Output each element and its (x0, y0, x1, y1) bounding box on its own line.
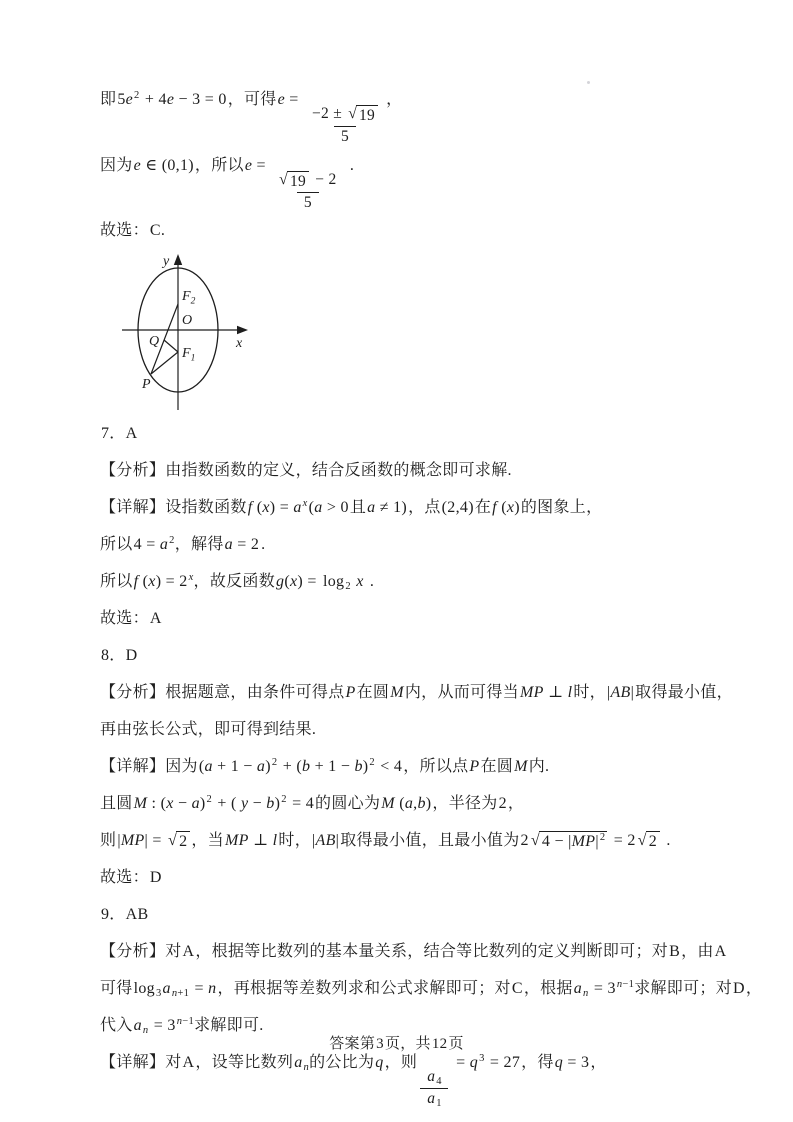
math-text: a ≠ 1) (367, 499, 408, 517)
sqrt-expression (531, 831, 608, 853)
math-text: 5 (303, 193, 312, 211)
cjk-text: 故选： (100, 222, 149, 240)
cjk-text: 求解即可；对 (634, 980, 732, 998)
cjk-text: ，根据 (523, 980, 573, 998)
roman-text: . (365, 573, 375, 591)
focus2-subscript: 2 (190, 296, 196, 307)
roman-text: 3 (376, 1036, 384, 1052)
math-text: |AB| (606, 684, 635, 702)
cjk-text: ，当 (191, 832, 224, 850)
focus1-subscript: 1 (190, 353, 196, 364)
roman-text: A (714, 943, 727, 961)
math-text: M (514, 758, 528, 776)
text-line (100, 533, 723, 557)
roman-text: B (669, 943, 681, 961)
math-text: 5e (117, 91, 134, 108)
fraction (274, 170, 341, 213)
subscript: 4 (436, 1076, 442, 1088)
page-footer (0, 1032, 793, 1072)
cjk-text: 故选： (100, 869, 149, 887)
superscript: n−1 (616, 979, 635, 991)
text-line (100, 977, 763, 1001)
cjk-text: 的图象上， (520, 499, 603, 517)
numerator (422, 1067, 446, 1088)
roman-text: 9．AB (101, 906, 149, 924)
sqrt-expression (279, 171, 309, 192)
roman-text: . (345, 156, 355, 174)
superscript: x (302, 498, 308, 510)
denominator (334, 126, 356, 146)
superscript: n−1 (176, 1016, 195, 1028)
math-text: f (x) (492, 499, 520, 517)
subscript: n+1 (171, 988, 190, 1000)
math-text: M (390, 684, 404, 702)
math-text: + (b + 1 − b) (278, 758, 369, 776)
math-text: x (356, 573, 364, 591)
cjk-text: 内. (528, 758, 550, 776)
cjk-text: ， (745, 980, 763, 998)
cjk-text: ，得 (521, 1054, 554, 1072)
math-text: a (133, 1017, 142, 1035)
cjk-text: 因为 (100, 156, 133, 174)
math-text: = 3 (149, 1017, 176, 1035)
numerator (307, 104, 383, 126)
cjk-text: 【分析】根据题意，由条件可得点 (100, 684, 345, 702)
cjk-text: 在圆 (480, 758, 514, 776)
math-text: (a > 0 (308, 499, 349, 517)
cjk-text: 的公比为 (309, 1054, 375, 1072)
math-text: 4 = a (133, 536, 169, 554)
roman-text: log (322, 573, 345, 591)
cjk-text: 取得最小值，且最小值为 (340, 832, 520, 850)
roman-text: log (133, 980, 155, 998)
text-line (100, 570, 723, 594)
subscript: 1 (436, 1097, 442, 1109)
cjk-text: 在圆 (356, 684, 390, 702)
text-line (100, 718, 723, 742)
radical-icon: √ (279, 170, 288, 188)
math-text: a (162, 980, 171, 998)
cjk-text: 页 (448, 1036, 464, 1052)
roman-text: C. (149, 222, 166, 240)
cjk-text: ，半径为 (432, 795, 498, 813)
math-text: = q (451, 1054, 479, 1072)
cjk-text: 的圆心为 (315, 795, 381, 813)
text-line (100, 866, 723, 890)
roman-text: C (511, 980, 523, 998)
roman-text: A (149, 610, 162, 628)
math-text: (2,4) (441, 499, 474, 517)
focus1-label (181, 346, 195, 364)
superscript: 2 (134, 90, 140, 101)
math-text: 2 (648, 833, 658, 851)
cjk-text: 页，共 (384, 1036, 431, 1052)
math-text: = 4 (287, 795, 315, 813)
solutions-7-8-9 (100, 422, 763, 1109)
superscript: 3 (479, 1053, 485, 1065)
denominator (297, 192, 319, 212)
subscript: 3 (155, 988, 162, 1000)
text-line (0, 1032, 793, 1056)
math-text: q (375, 1054, 384, 1072)
math-text: M (a,b) (381, 795, 432, 813)
math-text: 2 (520, 832, 529, 850)
sqrt-expression (348, 105, 378, 126)
cjk-text: 时， (573, 684, 606, 702)
focus2-letter: F (182, 289, 191, 305)
math-text: a = 2 (224, 536, 260, 554)
cjk-text: ， (386, 91, 403, 108)
y-axis-label: y (163, 254, 170, 270)
math-text: f (x) = 2 (133, 573, 188, 591)
text-line (100, 644, 723, 668)
cjk-text: ，设等比数列 (195, 1054, 294, 1072)
roman-text: 7．A (101, 425, 138, 443)
math-text: 2 (179, 833, 188, 851)
sqrt-expression (638, 831, 660, 853)
superscript: 2 (281, 794, 287, 806)
sqrt-expression (168, 831, 190, 853)
subscript: n (303, 1062, 310, 1074)
cjk-text: 答案第 (329, 1036, 376, 1052)
text-line (100, 459, 723, 483)
math-text: < 4 (375, 758, 403, 776)
scan-artifact-dot (587, 81, 590, 84)
radical-icon: √ (167, 832, 178, 850)
math-text: P (469, 758, 480, 776)
focus1-letter: F (182, 346, 191, 362)
math-text: + 4e − 3 = 0 (140, 91, 227, 108)
cjk-text: 且圆 (100, 795, 133, 813)
superscript: x (188, 572, 194, 584)
roman-text: A (182, 1054, 195, 1072)
line-q-to-f1 (164, 340, 178, 352)
text-line (100, 829, 723, 853)
cjk-text: 【详解】对 (100, 1054, 182, 1072)
text-line (100, 219, 723, 243)
roman-text: . (662, 832, 671, 850)
roman-text: 12 (431, 1036, 448, 1052)
math-text: MP ⊥ l (519, 684, 573, 702)
roman-text: D (733, 980, 745, 998)
subscript: n (142, 1025, 149, 1037)
subscript: n (583, 988, 589, 1000)
math-text: −2 ± (311, 105, 347, 122)
origin-label: O (182, 313, 193, 329)
cjk-text: ，所以点 (403, 758, 469, 776)
point-p-label: P (142, 377, 151, 393)
cjk-text: ，点 (408, 499, 441, 517)
math-text: P (345, 684, 356, 702)
cjk-text: ，由 (681, 943, 714, 961)
radical-icon: √ (530, 832, 540, 850)
cjk-text: 故选： (100, 610, 149, 628)
math-text: e = (277, 91, 303, 108)
math-text: = n (190, 980, 217, 998)
cjk-text: 代入 (100, 1017, 133, 1035)
math-text: 19 (289, 172, 307, 190)
math-text: = 3 (589, 980, 616, 998)
text-line (100, 422, 723, 446)
radical-icon: √ (637, 832, 647, 850)
cjk-text: 即 (100, 91, 117, 108)
cjk-text: 再由弦长公式，即可得到结果. (100, 721, 317, 739)
cjk-text: ，解得 (174, 536, 224, 554)
math-text: a (427, 1089, 436, 1107)
text-line (100, 792, 723, 816)
text-line (100, 940, 727, 964)
math-text: e = (244, 156, 271, 174)
ellipse-diagram (116, 252, 266, 412)
text-line (100, 154, 723, 213)
superscript: 2 (599, 832, 606, 844)
cjk-text: 所以 (100, 573, 133, 591)
cjk-text: ，故反函数 (193, 573, 276, 591)
math-text: e ∈ (0,1) (133, 156, 194, 174)
cjk-text: ，再根据等差数列求和公式求解即可；对 (217, 980, 511, 998)
math-text: g(x) = (276, 573, 321, 591)
subscript: 2 (345, 581, 351, 593)
math-text: a (294, 1054, 303, 1072)
cjk-text: 内，从而可得当 (404, 684, 519, 702)
math-text: = 27 (485, 1054, 521, 1072)
text-line (100, 755, 723, 779)
cjk-text: 所以 (100, 536, 133, 554)
cjk-text: 可得 (100, 980, 133, 998)
cjk-text: 【分析】由指数函数的定义，结合反函数的概念即可求解. (100, 462, 512, 480)
cjk-text: 取得最小值， (635, 684, 733, 702)
math-text: f (x) = a (247, 499, 302, 517)
superscript: 2 (271, 757, 278, 769)
cjk-text: ， (507, 795, 525, 813)
math-text: (a + 1 − a) (198, 758, 271, 776)
math-text: a (427, 1068, 436, 1086)
math-text: 19 (359, 107, 376, 124)
text-line (100, 88, 723, 147)
focus2-label (181, 289, 196, 307)
question6-solution-tail (100, 88, 723, 243)
cjk-text: 【分析】对 (100, 943, 182, 961)
math-text: MP ⊥ l (224, 832, 278, 850)
cjk-text: 求解即可. (194, 1017, 264, 1035)
fraction (307, 104, 383, 147)
text-line (100, 681, 733, 705)
cjk-text: ，根据等比数列的基本量关系，结合等比数列的定义判断即可；对 (195, 943, 669, 961)
math-text: − 2 (311, 170, 337, 188)
cjk-text: ，则 (384, 1054, 418, 1072)
cjk-text: ，可得 (227, 91, 277, 108)
superscript: 2 (169, 535, 175, 547)
math-text: q = 3 (554, 1054, 590, 1072)
radical-icon: √ (348, 105, 357, 122)
superscript: 2 (206, 794, 213, 806)
math-text: 5 (340, 128, 350, 146)
roman-text: A (182, 943, 195, 961)
text-line (100, 903, 723, 927)
math-text: a (573, 980, 583, 998)
roman-text: . (261, 536, 266, 554)
math-text: |AB| (312, 832, 340, 850)
text-line (100, 607, 723, 631)
superscript: 2 (369, 757, 375, 769)
y-axis-arrow-icon (174, 254, 182, 265)
math-text: |MP| = (117, 832, 166, 850)
cjk-text: ，所以 (194, 156, 244, 174)
cjk-text: ， (590, 1054, 607, 1072)
numerator (274, 170, 341, 192)
roman-text: 2 (498, 795, 507, 813)
math-text: M : (x − a) (133, 795, 206, 813)
cjk-text: 则 (100, 832, 117, 850)
ellipse-figure (116, 252, 723, 412)
cjk-text: 时， (278, 832, 311, 850)
math-text: + ( y − b) (213, 795, 281, 813)
text-line (100, 496, 723, 520)
math-text: 4 − |MP| (541, 833, 599, 851)
point-q-label: Q (149, 334, 160, 350)
roman-text: 8．D (101, 647, 138, 665)
x-axis-label: x (236, 336, 243, 352)
cjk-text: 且 (349, 499, 367, 517)
denominator (420, 1088, 448, 1110)
cjk-text: 【详解】设指数函数 (100, 499, 247, 517)
math-text: = 2 (609, 832, 636, 850)
cjk-text: 在 (474, 499, 492, 517)
fraction (420, 1067, 448, 1109)
roman-text: D (149, 869, 162, 887)
document-content (100, 88, 763, 1122)
cjk-text: 【详解】因为 (100, 758, 198, 776)
x-axis-arrow-icon (237, 326, 248, 334)
